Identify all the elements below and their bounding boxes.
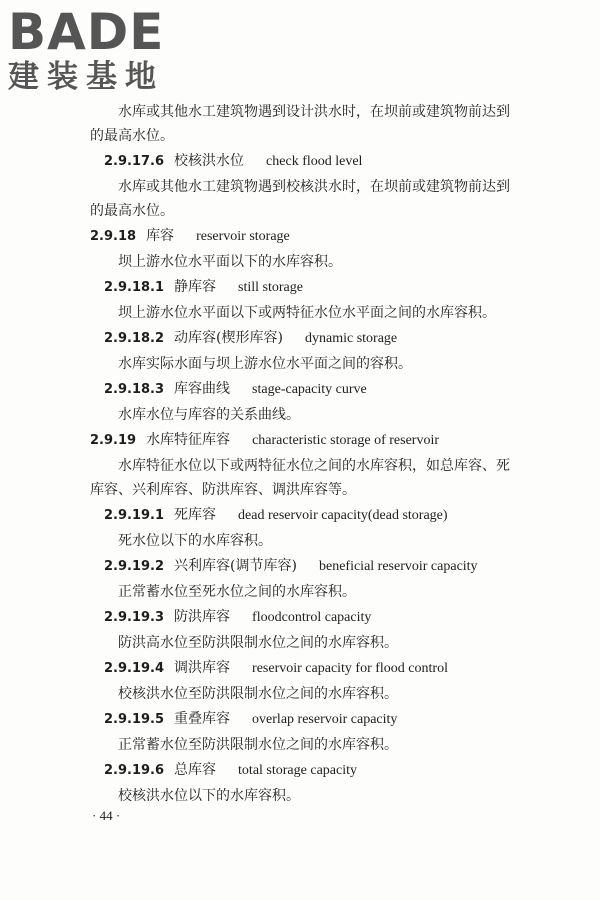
term-chinese: 水库特征库容: [146, 432, 231, 448]
term-english: check flood level: [266, 154, 363, 169]
term-english: still storage: [238, 280, 303, 295]
term-heading: [90, 377, 510, 402]
term-number: 2.9.19.5: [104, 712, 165, 727]
term-chinese: 库容曲线: [174, 381, 231, 397]
definition-paragraph: 校核洪水位至防洪限制水位之间的水库容积。: [118, 686, 398, 702]
term-heading: [90, 224, 510, 249]
term-number: 2.9.19.6: [104, 763, 165, 778]
term-number: 2.9.19.2: [104, 559, 165, 574]
logo-wordmark: BADE: [8, 3, 165, 61]
term-english: dead reservoir capacity(dead storage): [238, 508, 448, 523]
term-heading: [90, 149, 510, 174]
page-number: · 44 ·: [92, 808, 121, 823]
term-heading: [90, 605, 510, 630]
definition-paragraph: 坝上游水位水平面以下的水库容积。: [118, 254, 342, 270]
term-heading: [90, 503, 510, 528]
document-body: [90, 100, 510, 809]
term-number: 2.9.19.3: [104, 610, 165, 625]
term-chinese: 总库容: [174, 762, 217, 778]
definition-paragraph: 校核洪水位以下的水库容积。: [118, 788, 300, 804]
term-heading: [90, 758, 510, 783]
term-number: 2.9.19.1: [104, 508, 165, 523]
term-number: 2.9.18.1: [104, 280, 165, 295]
term-number: 2.9.18: [90, 229, 137, 244]
definition-paragraph: 水库水位与库容的关系曲线。: [118, 407, 300, 423]
term-number: 2.9.18.3: [104, 382, 165, 397]
term-english: floodcontrol capacity: [252, 610, 372, 625]
term-english: dynamic storage: [304, 331, 398, 346]
definition-paragraph: 水库特征水位以下或两特征水位之间的水库容积，如总库容、死库容、兴利库容、防洪库容、调洪库容等。: [90, 458, 510, 498]
term-heading: [90, 554, 510, 579]
term-english: beneficial reservoir capacity: [318, 559, 478, 574]
term-number: 2.9.18.2: [104, 331, 165, 346]
definition-paragraph: 正常蓄水位至死水位之间的水库容积。: [118, 584, 356, 600]
term-chinese: 库容: [146, 228, 175, 244]
term-heading: [90, 707, 510, 732]
term-number: 2.9.19: [90, 433, 137, 448]
term-english: reservoir capacity for flood control: [252, 661, 448, 676]
term-number: 2.9.17.6: [104, 154, 165, 169]
term-english: stage-capacity curve: [252, 382, 367, 397]
definition-paragraph: 水库实际水面与坝上游水位水平面之间的容积。: [118, 356, 412, 372]
term-heading: [90, 428, 510, 453]
term-english: total storage capacity: [238, 763, 357, 778]
term-chinese: 动库容(楔形库容): [174, 330, 283, 346]
definition-paragraph: 死水位以下的水库容积。: [118, 533, 272, 549]
term-heading: [90, 326, 510, 351]
term-chinese: 死库容: [174, 507, 217, 523]
definition-paragraph: 防洪高水位至防洪限制水位之间的水库容积。: [118, 635, 398, 651]
logo-chinese-name: 建装基地: [8, 59, 164, 95]
term-chinese: 静库容: [174, 279, 217, 295]
term-chinese: 调洪库容: [174, 660, 231, 676]
definition-paragraph: 正常蓄水位至防洪限制水位之间的水库容积。: [118, 737, 398, 753]
definition-paragraph: 坝上游水位水平面以下或两特征水位水平面之间的水库容积。: [118, 305, 496, 321]
term-heading: [90, 656, 510, 681]
definition-paragraph: 水库或其他水工建筑物遇到设计洪水时，在坝前或建筑物前达到的最高水位。: [90, 104, 510, 144]
definition-paragraph: 水库或其他水工建筑物遇到校核洪水时，在坝前或建筑物前达到的最高水位。: [90, 179, 510, 219]
bade-logo: [8, 3, 178, 95]
term-chinese: 防洪库容: [174, 609, 231, 625]
term-chinese: 重叠库容: [174, 711, 231, 727]
term-number: 2.9.19.4: [104, 661, 165, 676]
term-english: characteristic storage of reservoir: [252, 433, 440, 448]
term-english: overlap reservoir capacity: [252, 712, 398, 727]
term-heading: [90, 275, 510, 300]
term-chinese: 校核洪水位: [174, 153, 245, 169]
term-english: reservoir storage: [196, 229, 290, 244]
term-chinese: 兴利库容(调节库容): [174, 558, 297, 574]
